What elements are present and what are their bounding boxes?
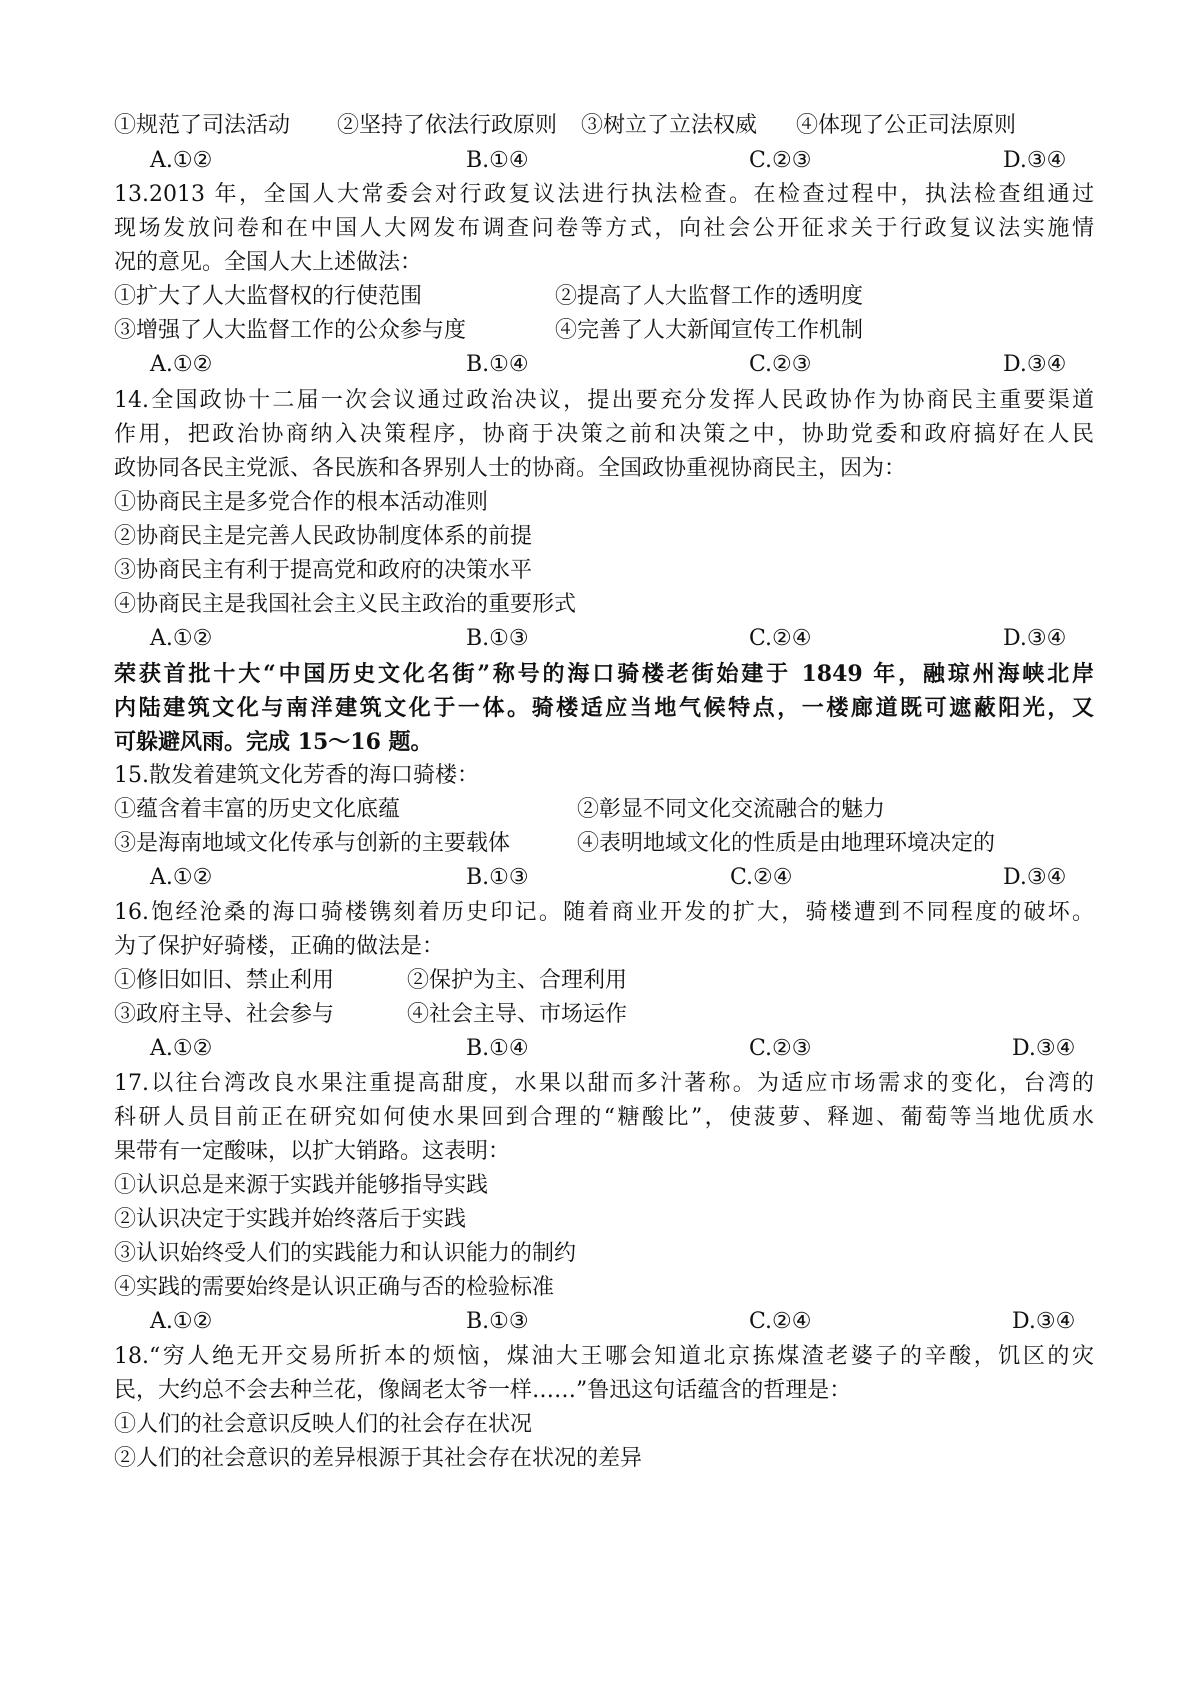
q17-item-1: ①认识总是来源于实践并能够指导实践 — [114, 1173, 489, 1198]
q17-item-3: ③认识始终受人们的实践能力和认识能力的制约 — [114, 1241, 577, 1266]
top-item-1: ①规范了司法活动 — [114, 113, 291, 138]
option-d: D.③④ — [1003, 626, 1067, 651]
passage-line-2: 内陆建筑文化与南洋建筑文化于一体。骑楼适应当地气候特点，一楼廊道既可遮蔽阳光，又 — [114, 695, 1094, 721]
q15-item-2: ②彰显不同文化交流融合的魅力 — [577, 797, 886, 822]
q16-item-4: ④社会主导、市场运作 — [407, 1002, 628, 1027]
option-b: B.①④ — [466, 1036, 529, 1061]
option-d: D.③④ — [1012, 1309, 1076, 1334]
option-c: C.②③ — [749, 352, 812, 377]
option-b: B.①③ — [466, 1309, 529, 1334]
q15-item-4: ④表明地域文化的性质是由地理环境决定的 — [577, 831, 996, 856]
option-d: D.③④ — [1003, 148, 1067, 173]
option-c: C.②④ — [730, 865, 793, 890]
q17-line-1: 17.以往台湾改良水果注重提高甜度，水果以甜而多汁著称。为适应市场需求的变化，台湾的 — [114, 1071, 1094, 1096]
option-d: D.③④ — [1003, 865, 1067, 890]
answer-row-15 — [0, 863, 1200, 895]
q18-item-1: ①人们的社会意识反映人们的社会存在状况 — [114, 1412, 533, 1437]
q15-item-1: ①蕴含着丰富的历史文化底蕴 — [114, 797, 401, 822]
passage-line-1: 荣获首批十大“中国历史文化名街”称号的海口骑楼老街始建于 1849 年，融琼州海峡北岸 — [114, 661, 1094, 687]
answer-row-13 — [0, 350, 1200, 382]
q13-item-3: ③增强了人大监督工作的公众参与度 — [114, 318, 467, 343]
q14-item-1: ①协商民主是多党合作的根本活动准则 — [114, 490, 489, 515]
q13-line-3: 况的意见。全国人大上述做法： — [114, 250, 423, 275]
q16-item-3: ③政府主导、社会参与 — [114, 1002, 335, 1027]
q16-item-2: ②保护为主、合理利用 — [407, 968, 628, 993]
top-item-3: ③树立了立法权威 — [581, 113, 758, 138]
top-item-2: ②坚持了依法行政原则 — [337, 113, 558, 138]
top-item-4: ④体现了公正司法原则 — [796, 113, 1017, 138]
q14-line-1: 14.全国政协十二届一次会议通过政治决议，提出要充分发挥人民政协作为协商民主重要渠道 — [114, 388, 1094, 413]
q14-item-4: ④协商民主是我国社会主义民主政治的重要形式 — [114, 592, 577, 617]
option-b: B.①③ — [466, 626, 529, 651]
option-a: A.①② — [150, 352, 213, 377]
q17-item-2: ②认识决定于实践并始终落后于实践 — [114, 1207, 467, 1232]
option-c: C.②③ — [749, 148, 812, 173]
q17-line-2: 科研人员目前正在研究如何使水果回到合理的“糖酸比”，使菠萝、释迦、葡萄等当地优质水 — [114, 1105, 1094, 1130]
q16-line-1: 16.饱经沧桑的海口骑楼镌刻着历史印记。随着商业开发的扩大，骑楼遭到不同程度的破坏。 — [114, 900, 1094, 925]
option-a: A.①② — [150, 1036, 213, 1061]
q13-line-2: 现场发放问卷和在中国人大网发布调查问卷等方式，向社会公开征求关于行政复议法实施情 — [114, 216, 1094, 241]
q16-line-2: 为了保护好骑楼，正确的做法是： — [114, 934, 445, 959]
q17-item-4: ④实践的需要始终是认识正确与否的检验标准 — [114, 1275, 555, 1300]
option-d: D.③④ — [1012, 1036, 1076, 1061]
answer-row-17 — [0, 1307, 1200, 1339]
q13-item-1: ①扩大了人大监督权的行使范围 — [114, 284, 423, 309]
q18-line-2: 民，大约总不会去种兰花，像阔老太爷一样……”鲁迅这句话蕴含的哲理是： — [114, 1378, 852, 1403]
q14-item-2: ②协商民主是完善人民政协制度体系的前提 — [114, 524, 533, 549]
option-a: A.①② — [150, 148, 213, 173]
answer-row-16 — [0, 1034, 1200, 1066]
option-d: D.③④ — [1003, 352, 1067, 377]
option-c: C.②④ — [749, 626, 812, 651]
q14-line-2: 作用，把政治协商纳入决策程序，协商于决策之前和决策之中，协助党委和政府搞好在人民 — [114, 422, 1094, 447]
q17-line-3: 果带有一定酸味，以扩大销路。这表明： — [114, 1139, 511, 1164]
q13-line-1: 13.2013 年，全国人大常委会对行政复议法进行执法检查。在检查过程中，执法检查组通过 — [114, 182, 1094, 207]
option-c: C.②③ — [749, 1036, 812, 1061]
q14-item-3: ③协商民主有利于提高党和政府的决策水平 — [114, 558, 533, 583]
q13-item-2: ②提高了人大监督工作的透明度 — [555, 284, 864, 309]
option-b: B.①③ — [466, 865, 529, 890]
option-b: B.①④ — [466, 352, 529, 377]
q14-line-3: 政协同各民主党派、各民族和各界别人士的协商。全国政协重视协商民主，因为： — [114, 456, 907, 481]
q18-item-2: ②人们的社会意识的差异根源于其社会存在状况的差异 — [114, 1446, 643, 1471]
answer-row-12 — [0, 146, 1200, 178]
option-a: A.①② — [150, 865, 213, 890]
q15-stem: 15.散发着建筑文化芳香的海口骑楼： — [114, 763, 479, 788]
q13-item-4: ④完善了人大新闻宣传工作机制 — [555, 318, 864, 343]
option-c: C.②④ — [749, 1309, 812, 1334]
answer-row-14 — [0, 624, 1200, 656]
option-a: A.①② — [150, 1309, 213, 1334]
option-a: A.①② — [150, 626, 213, 651]
passage-line-3: 可躲避风雨。完成 15～16 题。 — [114, 729, 433, 755]
q18-line-1: 18.“穷人绝无开交易所折本的烦恼，煤油大王哪会知道北京拣煤渣老婆子的辛酸，饥区的灾 — [114, 1344, 1094, 1369]
q16-item-1: ①修旧如旧、禁止利用 — [114, 968, 335, 993]
q15-item-3: ③是海南地域文化传承与创新的主要载体 — [114, 831, 511, 856]
option-b: B.①④ — [466, 148, 529, 173]
